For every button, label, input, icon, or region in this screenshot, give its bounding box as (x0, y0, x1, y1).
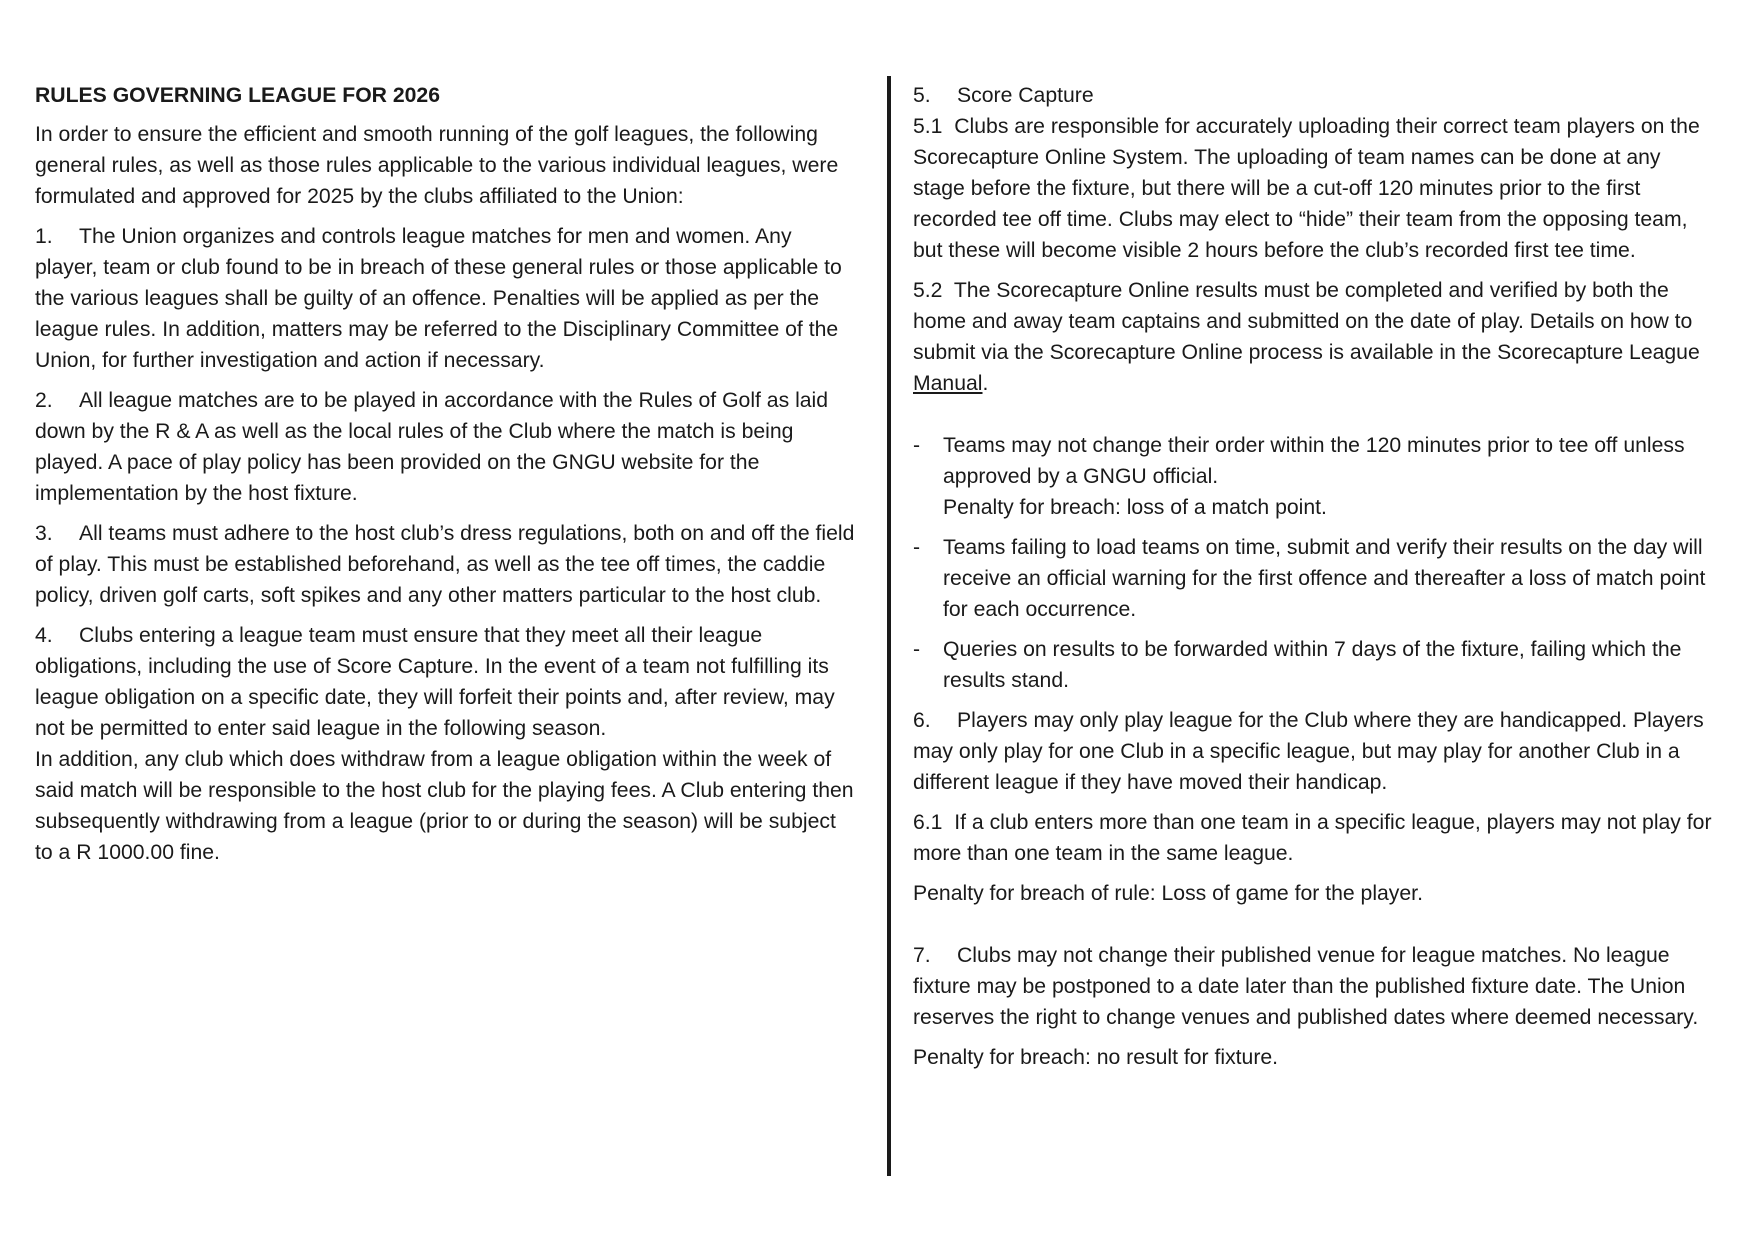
bullet-penalty: Penalty for breach: loss of a match point. (943, 496, 1327, 519)
rule-6-1 (913, 807, 1713, 869)
spacer (913, 918, 1713, 940)
bullet-item (913, 532, 1713, 625)
column-divider (887, 76, 891, 1176)
bullet-text: Teams may not change their order within the 120 minutes prior to tee off unless approved by a GNGU official. (943, 434, 1685, 488)
rule-2 (35, 385, 855, 509)
bullet-text: Queries on results to be forwarded within 7 days of the fixture, failing which the results stand. (943, 638, 1682, 692)
bullet-dash: - (913, 434, 921, 457)
rule-5-heading (913, 80, 1713, 111)
rule-number: 1. (35, 225, 53, 248)
bullet-item (913, 430, 1713, 523)
rule-number: 6. (913, 709, 931, 732)
rule-5-2 (913, 275, 1713, 399)
rule-1 (35, 221, 855, 376)
sub-rule-number: 5.2 (913, 279, 943, 302)
rule-7 (913, 940, 1713, 1033)
rule-number: 2. (35, 389, 53, 412)
rule-3 (35, 518, 855, 611)
bullet-dash: - (913, 536, 921, 559)
intro-paragraph: In order to ensure the efficient and smooth running of the golf leagues, the following general rules, as well as those rules applicable to the various individual leagues, were formulated and approved for 2025 by the clubs affiliated to the Union: (35, 123, 839, 208)
left-column (35, 80, 855, 877)
document-title: RULES GOVERNING LEAGUE FOR 2026 (35, 84, 440, 107)
rule-6 (913, 705, 1713, 798)
rule-heading: Score Capture (957, 84, 1094, 107)
rule-text: Players may only play league for the Club where they are handicapped. Players may only play for one Club in a specific league, but may play for another Club in a different league if they have moved their handicap. (913, 709, 1704, 794)
sub-rule-text: If a club enters more than one team in a specific league, players may not play for more than one team in the same league. (913, 811, 1712, 865)
rule-text: All teams must adhere to the host club’s dress regulations, both on and off the field of play. This must be established beforehand, as well as the tee off times, the caddie policy, driven golf carts, soft spikes and any other matters particular to the host club. (35, 522, 855, 607)
rule-text: The Union organizes and controls league matches for men and women. Any player, team or club found to be in breach of these general rules or those applicable to the various leagues shall be guilty of an offence. Penalties will be applied as per the league rules. In addition, matters may be referred to the Disciplinary Committee of the Union, for further investigation and action if necessary. (35, 225, 842, 372)
rule-6-penalty: Penalty for breach of rule: Loss of game for the player. (913, 882, 1423, 905)
sub-rule-text: Clubs are responsible for accurately uploading their correct team players on the Scorecapture Online System. The uploading of team names can be done at any stage before the fixture, but there will be a cut-off 120 minutes prior to the first recorded tee off time. Clubs may elect to “hide” their team from the opposing team, but these will become visible 2 hours before the club’s recorded first tee time. (913, 115, 1700, 262)
right-column (913, 80, 1713, 1082)
manual-link[interactable]: Manual (913, 372, 983, 395)
rule-4 (35, 620, 855, 744)
rule-number: 4. (35, 624, 53, 647)
bullet-item (913, 634, 1713, 696)
rule-text: Clubs entering a league team must ensure that they meet all their league obligations, including the use of Score Capture. In the event of a team not fulfilling its league obligation on a specific date, they will forfeit their points and, after review, may not be permitted to enter said league in the following season. (35, 624, 835, 740)
bullet-text: Teams failing to load teams on time, submit and verify their results on the day will receive an official warning for the first offence and thereafter a loss of match point for each occurrence. (943, 536, 1706, 621)
sub-rule-number: 6.1 (913, 811, 943, 834)
spacer (913, 408, 1713, 430)
rule-text: Clubs may not change their published venue for league matches. No league fixture may be postponed to a date later than the published fixture date. The Union reserves the right to change venues and published dates where deemed necessary. (913, 944, 1699, 1029)
sub-rule-end: . (982, 372, 989, 395)
rule-4-addition: In addition, any club which does withdraw from a league obligation within the week of said match will be responsible to the host club for the playing fees. A Club entering then subsequently withdrawing from a league (prior to or during the season) will be subject to a R 1000.00 fine. (35, 748, 854, 864)
rule-number: 7. (913, 944, 931, 967)
sub-rule-number: 5.1 (913, 115, 943, 138)
sub-rule-text: The Scorecapture Online results must be completed and verified by both the home and away team captains and submitted on the date of play. Details on how to submit via the Scorecapture Online process is available in the Scorecapture League (913, 279, 1700, 364)
bullet-dash: - (913, 638, 921, 661)
rule-number: 5. (913, 84, 931, 107)
rule-5-1 (913, 111, 1713, 266)
rule-number: 3. (35, 522, 53, 545)
rule-7-penalty: Penalty for breach: no result for fixture. (913, 1046, 1279, 1069)
rule-text: All league matches are to be played in accordance with the Rules of Golf as laid down by the R & A as well as the local rules of the Club where the match is being played. A pace of play policy has been provided on the GNGU website for the implementation by the host fixture. (35, 389, 829, 505)
